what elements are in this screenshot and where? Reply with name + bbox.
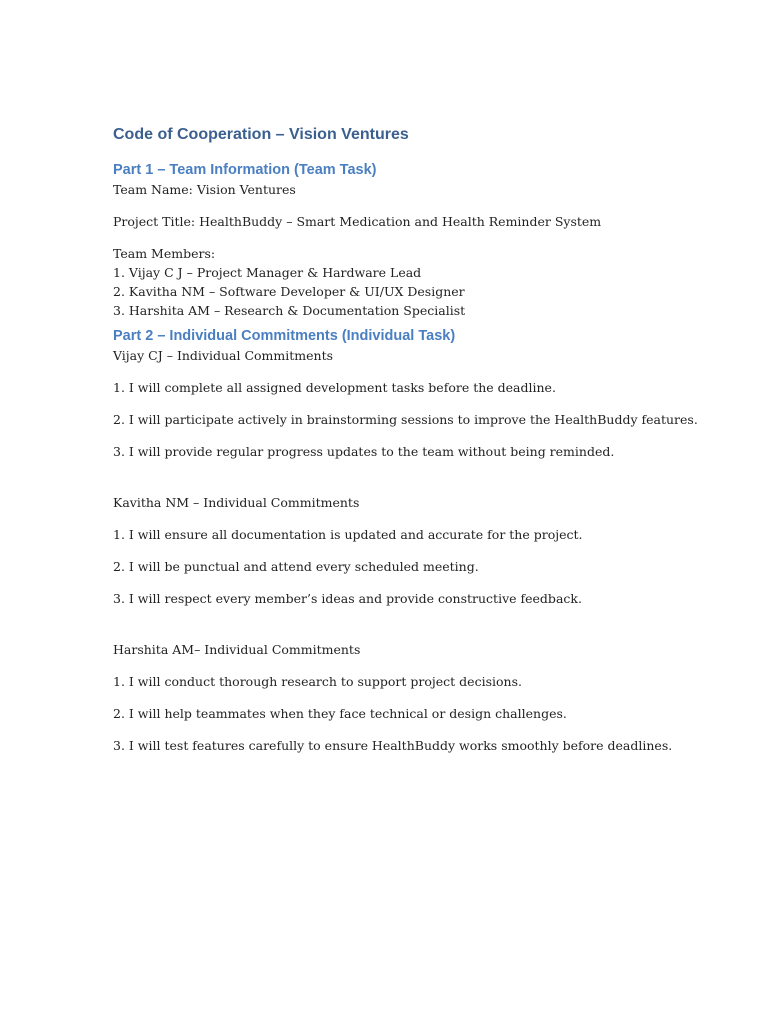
commitment-item: 3. I will provide regular progress updates to the team without being reminded. [113,444,615,459]
commitment-item: 3. I will respect every member’s ideas and provide constructive feedback. [113,591,582,606]
section-title-vijay: Vijay CJ – Individual Commitments [113,348,334,363]
commitment-item: 2. I will be punctual and attend every scheduled meeting. [113,559,479,574]
part1-heading: Part 1 – Team Information (Team Task) [113,162,377,178]
section-title-kavitha: Kavitha NM – Individual Commitments [113,495,360,510]
commitment-item: 2. I will participate actively in brainstorming sessions to improve the HealthBuddy features. [113,412,698,427]
team-member-1: 1. Vijay C J – Project Manager & Hardware Lead [113,265,422,280]
commitment-item: 1. I will ensure all documentation is updated and accurate for the project. [113,527,583,542]
team-member-2: 2. Kavitha NM – Software Developer & UI/UX Designer [113,284,465,299]
project-title: Project Title: HealthBuddy – Smart Medication and Health Reminder System [113,214,602,229]
commitment-item: 2. I will help teammates when they face technical or design challenges. [113,706,567,721]
document-title: Code of Cooperation – Vision Ventures [113,126,409,143]
team-name: Team Name: Vision Ventures [113,182,296,197]
section-title-harshita: Harshita AM– Individual Commitments [113,642,361,657]
team-member-3: 3. Harshita AM – Research & Documentation Specialist [113,303,466,318]
commitment-item: 1. I will conduct thorough research to support project decisions. [113,674,522,689]
commitment-item: 1. I will complete all assigned development tasks before the deadline. [113,380,556,395]
team-members-label: Team Members: [113,246,216,261]
commitment-item: 3. I will test features carefully to ensure HealthBuddy works smoothly before deadlines. [113,738,673,753]
part2-heading: Part 2 – Individual Commitments (Individual Task) [113,328,456,344]
document-page [113,124,713,755]
